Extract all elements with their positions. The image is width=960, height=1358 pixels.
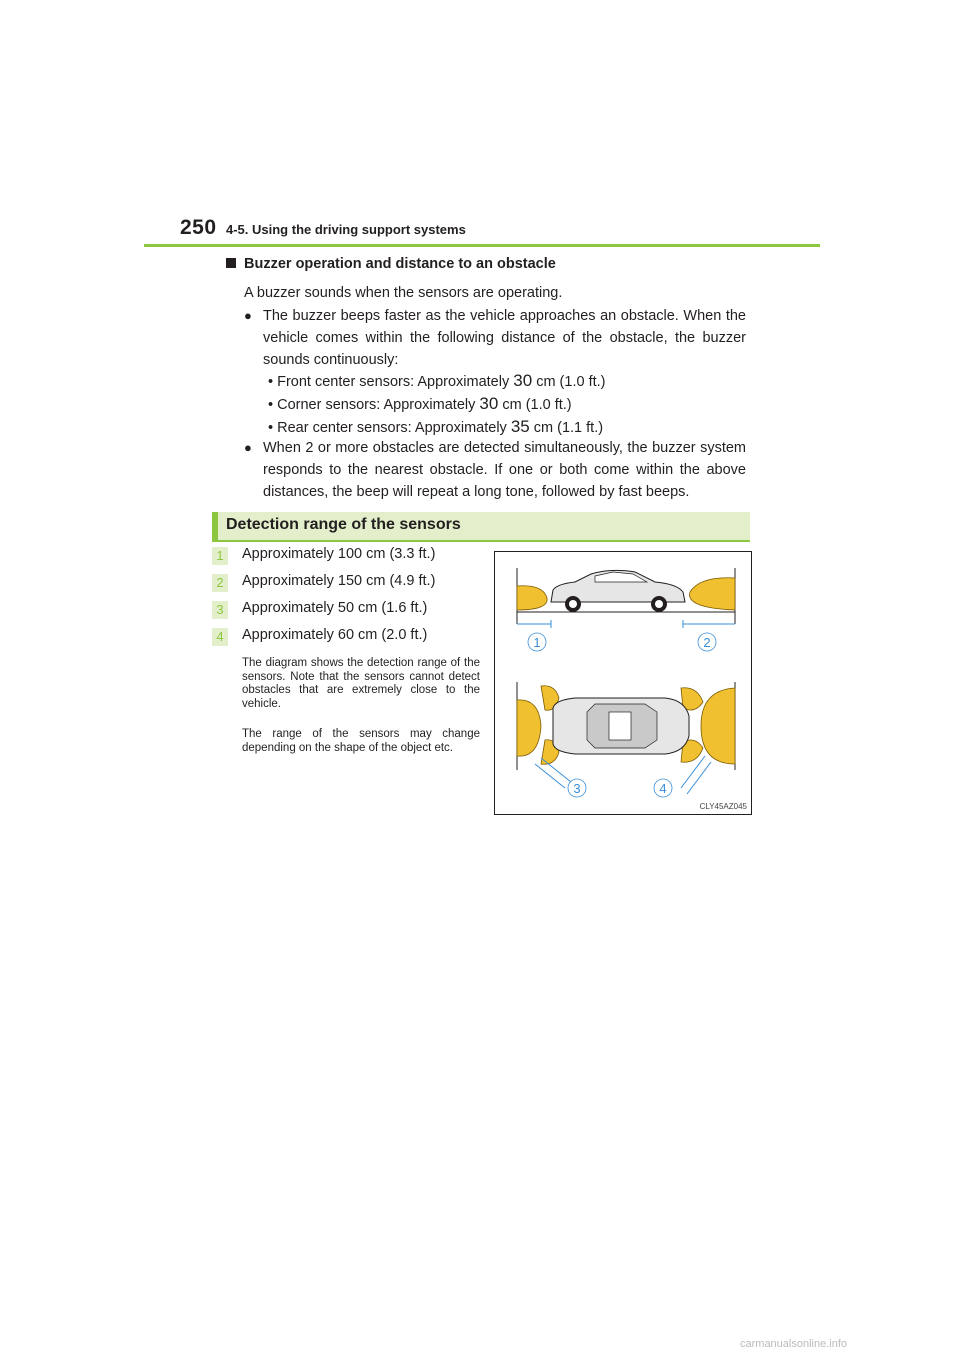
bullet-text: When 2 or more obstacles are detected simultaneously, the buzzer system responds to the nearest obstacle. If one or both come within the above distances, the beep will repeat a long tone, followed by fast beeps. xyxy=(263,440,746,500)
figure-label-2: 2 xyxy=(703,635,711,650)
figure-code: CLY45AZ045 xyxy=(699,802,747,811)
range-text: Approximately 100 cm (3.3 ft.) xyxy=(242,546,436,562)
page-header xyxy=(180,216,820,246)
range-item xyxy=(212,573,482,595)
distance-list xyxy=(268,370,606,439)
distance-item-corner: • Corner sensors: Approximately 30 cm (1.0 ft.) xyxy=(268,394,572,413)
range-item xyxy=(212,546,482,568)
number-badge: 4 xyxy=(212,628,228,646)
rear-range-zone xyxy=(517,586,547,610)
header-rule xyxy=(144,244,820,247)
distance-item-rear: • Rear center sensors: Approximately 35 cm (1.1 ft.) xyxy=(268,417,604,436)
car-top-view xyxy=(553,698,689,754)
bullet-dot-icon: ● xyxy=(244,308,252,323)
page-number: 250 xyxy=(180,216,217,239)
distance-item-front: • Front center sensors: Approximately 30 cm (1.0 ft.) xyxy=(268,371,606,390)
number-badge: 2 xyxy=(212,574,228,592)
bullet-dot-icon: ● xyxy=(244,440,252,455)
figure-label-1: 1 xyxy=(533,635,541,650)
buzzer-heading xyxy=(226,256,556,272)
band-accent xyxy=(212,512,218,542)
square-bullet-icon xyxy=(226,258,236,268)
range-text: Approximately 50 cm (1.6 ft.) xyxy=(242,600,428,616)
section-title: 4-5. Using the driving support systems xyxy=(226,222,466,237)
range-text: Approximately 60 cm (2.0 ft.) xyxy=(242,627,428,643)
range-text: Approximately 150 cm (4.9 ft.) xyxy=(242,573,436,589)
sensor-range-figure xyxy=(494,551,752,815)
front-range-zone xyxy=(690,578,735,610)
number-badge: 3 xyxy=(212,601,228,619)
bullet-text: The buzzer beeps faster as the vehicle approaches an obstacle. When the vehicle comes within the following distance of the obstacle, the buzzer sounds continuously: xyxy=(263,308,746,368)
range-item xyxy=(212,627,482,649)
car-side-view xyxy=(551,570,685,612)
section-band xyxy=(212,512,750,542)
front-center-zone xyxy=(701,688,735,764)
figure-label-3: 3 xyxy=(573,781,581,796)
bullet-item xyxy=(244,437,746,503)
figure-label-4: 4 xyxy=(659,781,667,796)
buzzer-intro: A buzzer sounds when the sensors are operating. xyxy=(244,285,563,301)
sensor-range-diagram xyxy=(495,552,751,814)
number-badge: 1 xyxy=(212,547,228,565)
range-note: The range of the sensors may change depending on the shape of the object etc. xyxy=(242,728,480,754)
watermark: carmanualsonline.info xyxy=(740,1338,848,1350)
section-band-title: Detection range of the sensors xyxy=(226,516,461,533)
rear-center-zone xyxy=(517,700,541,756)
range-item xyxy=(212,600,482,622)
bullet-item xyxy=(244,305,746,371)
buzzer-heading-text: Buzzer operation and distance to an obstacle xyxy=(244,256,556,272)
diagram-note: The diagram shows the detection range of the sensors. Note that the sensors cannot detect obstacles that are extremely close to the vehicle. xyxy=(242,657,480,710)
